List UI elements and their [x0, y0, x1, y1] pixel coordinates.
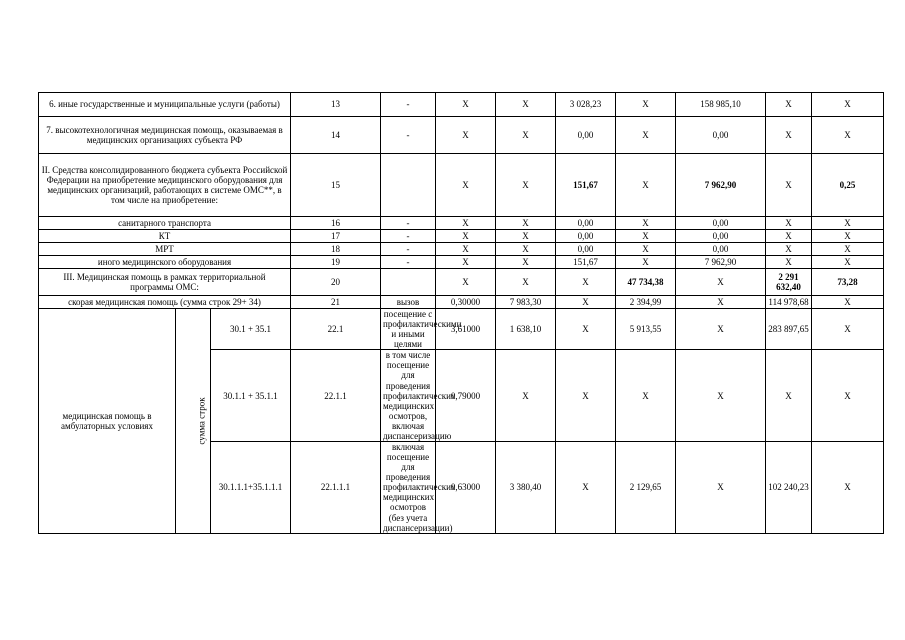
- value-cell: Х: [556, 269, 616, 296]
- row-name: КТ: [39, 230, 291, 243]
- row-number: 22.1: [291, 309, 381, 350]
- value-cell: Х: [676, 269, 766, 296]
- value-cell: Х: [812, 243, 884, 256]
- value-cell: Х: [676, 309, 766, 350]
- row-number: 22.1.1.1: [291, 442, 381, 534]
- table-row: [39, 269, 884, 296]
- value-cell: Х: [496, 217, 556, 230]
- value-cell: Х: [812, 309, 884, 350]
- value-cell: 0,79000: [436, 350, 496, 442]
- sum-rows-label: сумма строк: [176, 309, 211, 534]
- value-cell: 151,67: [556, 256, 616, 269]
- value-cell: 0,25: [812, 154, 884, 217]
- value-cell: 2 129,65: [616, 442, 676, 534]
- value-cell: Х: [766, 93, 812, 117]
- value-cell: Х: [436, 230, 496, 243]
- row-name: скорая медицинская помощь (сумма строк 29+ 34): [39, 296, 291, 309]
- value-cell: Х: [616, 350, 676, 442]
- value-cell: Х: [496, 269, 556, 296]
- unit-cell: посещение с профилактическими и иными целями: [381, 309, 436, 350]
- value-cell: 3 028,23: [556, 93, 616, 117]
- value-cell: 283 897,65: [766, 309, 812, 350]
- table-row: [39, 243, 884, 256]
- value-cell: 3,61000: [436, 309, 496, 350]
- value-cell: Х: [812, 217, 884, 230]
- unit-cell: -: [381, 230, 436, 243]
- table-row: [39, 309, 884, 350]
- value-cell: 0,00: [676, 117, 766, 154]
- unit-cell: [381, 269, 436, 296]
- value-cell: 73,28: [812, 269, 884, 296]
- row-number: 21: [291, 296, 381, 309]
- unit-cell: -: [381, 256, 436, 269]
- value-cell: Х: [496, 230, 556, 243]
- value-cell: Х: [676, 350, 766, 442]
- value-cell: Х: [812, 296, 884, 309]
- value-cell: Х: [616, 93, 676, 117]
- value-cell: Х: [616, 217, 676, 230]
- table-row: [39, 256, 884, 269]
- value-cell: 1 638,10: [496, 309, 556, 350]
- value-cell: Х: [496, 93, 556, 117]
- row-number: 16: [291, 217, 381, 230]
- value-cell: Х: [496, 154, 556, 217]
- value-cell: 0,00: [556, 243, 616, 256]
- value-cell: 7 962,90: [676, 154, 766, 217]
- value-cell: Х: [436, 256, 496, 269]
- value-cell: Х: [436, 117, 496, 154]
- value-cell: Х: [812, 93, 884, 117]
- row-number: 13: [291, 93, 381, 117]
- value-cell: Х: [766, 350, 812, 442]
- formula-cell: 30.1.1.1+35.1.1.1: [211, 442, 291, 534]
- value-cell: 0,30000: [436, 296, 496, 309]
- value-cell: Х: [766, 243, 812, 256]
- row-number: 15: [291, 154, 381, 217]
- value-cell: Х: [556, 296, 616, 309]
- row-number: 17: [291, 230, 381, 243]
- row-name: иного медицинского оборудования: [39, 256, 291, 269]
- row-name: МРТ: [39, 243, 291, 256]
- value-cell: 2 291 632,40: [766, 269, 812, 296]
- value-cell: 0,00: [556, 230, 616, 243]
- row-name: 6. иные государственные и муниципальные услуги (работы): [39, 93, 291, 117]
- row-name: санитарного транспорта: [39, 217, 291, 230]
- unit-cell: включая посещение для проведения профилактических медицинских осмотров (без учета диспансеризации): [381, 442, 436, 534]
- value-cell: Х: [766, 230, 812, 243]
- value-cell: Х: [812, 117, 884, 154]
- unit-cell: в том числе посещение для проведения профилактических медицинских осмотров, включая диспансеризацию: [381, 350, 436, 442]
- row-number: 14: [291, 117, 381, 154]
- formula-cell: 30.1 + 35.1: [211, 309, 291, 350]
- value-cell: 0,63000: [436, 442, 496, 534]
- row-name: 7. высокотехнологичная медицинская помощь, оказываемая в медицинских организациях субъекта РФ: [39, 117, 291, 154]
- value-cell: Х: [676, 442, 766, 534]
- value-cell: Х: [556, 350, 616, 442]
- value-cell: Х: [616, 230, 676, 243]
- unit-cell: вызов: [381, 296, 436, 309]
- value-cell: 158 985,10: [676, 93, 766, 117]
- value-cell: Х: [496, 243, 556, 256]
- value-cell: Х: [812, 350, 884, 442]
- budget-table: [38, 92, 884, 534]
- value-cell: 0,00: [676, 217, 766, 230]
- value-cell: Х: [436, 269, 496, 296]
- value-cell: 2 394,99: [616, 296, 676, 309]
- unit-cell: -: [381, 117, 436, 154]
- table-row: [39, 230, 884, 243]
- value-cell: Х: [436, 243, 496, 256]
- row-name: II. Средства консолидированного бюджета субъекта Российской Федерации на приобретение медицинского оборудования для медицинских организаций, работающих в системе ОМС**, в том числе на приобретение:: [39, 154, 291, 217]
- value-cell: Х: [812, 230, 884, 243]
- value-cell: Х: [616, 154, 676, 217]
- value-cell: 47 734,38: [616, 269, 676, 296]
- value-cell: 114 978,68: [766, 296, 812, 309]
- table-row: [39, 296, 884, 309]
- unit-cell: -: [381, 217, 436, 230]
- value-cell: 102 240,23: [766, 442, 812, 534]
- formula-cell: 30.1.1 + 35.1.1: [211, 350, 291, 442]
- value-cell: Х: [496, 350, 556, 442]
- value-cell: Х: [556, 309, 616, 350]
- table-row: [39, 154, 884, 217]
- value-cell: 3 380,40: [496, 442, 556, 534]
- value-cell: Х: [766, 154, 812, 217]
- value-cell: Х: [766, 217, 812, 230]
- ambulatory-label: медицинская помощь в амбулаторных условиях: [39, 309, 176, 534]
- value-cell: Х: [496, 256, 556, 269]
- value-cell: 0,00: [556, 117, 616, 154]
- value-cell: Х: [436, 217, 496, 230]
- row-number: 20: [291, 269, 381, 296]
- value-cell: Х: [812, 442, 884, 534]
- row-number: 22.1.1: [291, 350, 381, 442]
- value-cell: 0,00: [676, 243, 766, 256]
- value-cell: Х: [496, 117, 556, 154]
- row-name: III. Медицинская помощь в рамках территориальной программы ОМС:: [39, 269, 291, 296]
- row-number: 18: [291, 243, 381, 256]
- value-cell: Х: [676, 296, 766, 309]
- table-row: [39, 217, 884, 230]
- row-number: 19: [291, 256, 381, 269]
- value-cell: Х: [616, 117, 676, 154]
- table-row: [39, 93, 884, 117]
- value-cell: 5 913,55: [616, 309, 676, 350]
- unit-cell: [381, 154, 436, 217]
- value-cell: Х: [436, 93, 496, 117]
- value-cell: 151,67: [556, 154, 616, 217]
- value-cell: 7 962,90: [676, 256, 766, 269]
- value-cell: Х: [436, 154, 496, 217]
- value-cell: 0,00: [676, 230, 766, 243]
- value-cell: Х: [616, 256, 676, 269]
- unit-cell: -: [381, 243, 436, 256]
- value-cell: 0,00: [556, 217, 616, 230]
- unit-cell: -: [381, 93, 436, 117]
- value-cell: 7 983,30: [496, 296, 556, 309]
- value-cell: Х: [766, 117, 812, 154]
- table-row: [39, 117, 884, 154]
- value-cell: Х: [556, 442, 616, 534]
- value-cell: Х: [766, 256, 812, 269]
- value-cell: Х: [616, 243, 676, 256]
- value-cell: Х: [812, 256, 884, 269]
